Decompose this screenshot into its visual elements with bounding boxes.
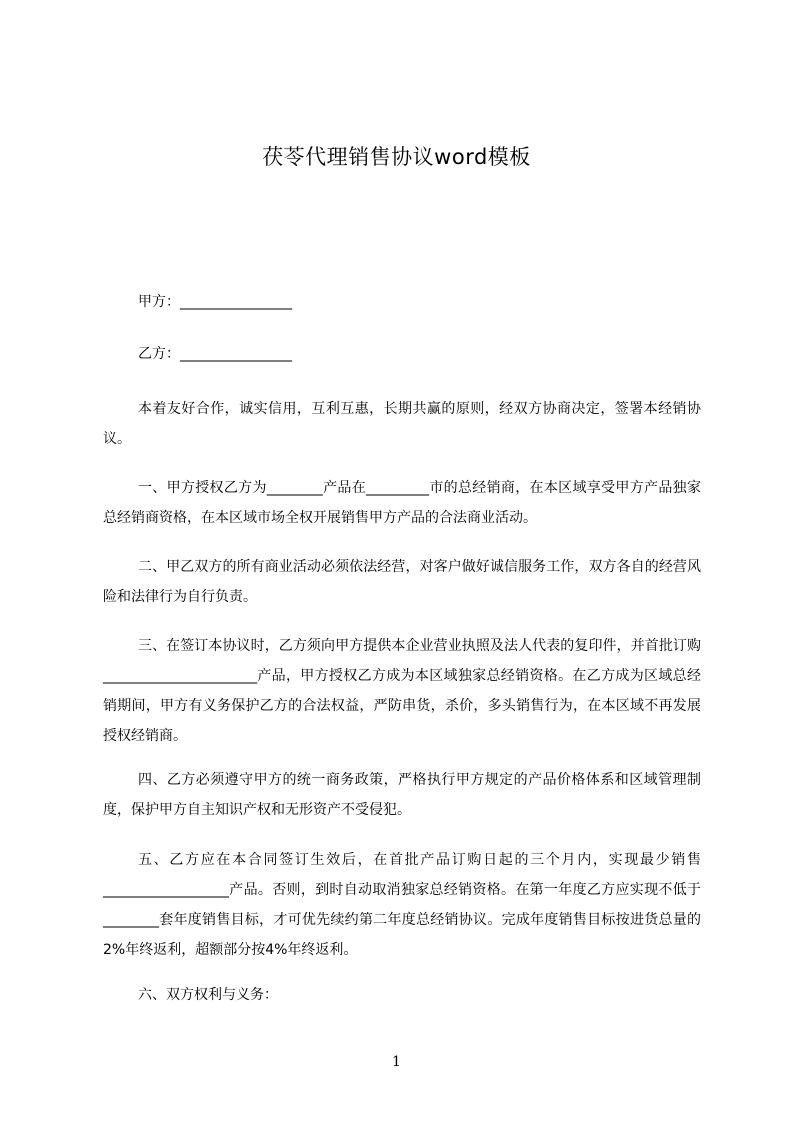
page-number: 1: [392, 1054, 401, 1070]
clause-2-paragraph: 二、甲乙双方的所有商业活动必须依法经营，对客户做好诚信服务工作，双方各自的经营风险和法律行为自行负责。: [103, 559, 701, 605]
clause-3-paragraph: 三、在签订本协议时，乙方须向甲方提供本企业营业执照及法人代表的复印件，并首批订购______________________产品，甲方授权乙方成为本区域独家总经销资格。在乙方成为区域总经销期间，甲方有义务保护乙方的合法权益，严防串货，杀价，多头销售行为，在本区域不再发展授权经销商。: [103, 638, 701, 744]
clause-5-paragraph: 五、乙方应在本合同签订生效后，在首批产品订购日起的三个月内，实现最少销售__________________产品。否则，到时自动取消独家总经销资格。在第一年度乙方应实现不低于________套年度销售目标，才可优先续约第二年度总经销协议。完成年度销售目标按进货总量的2%年终返利，超额部分按4%年终返利。: [103, 852, 701, 958]
clause-1-paragraph: 一、甲方授权乙方为________产品在_________市的总经销商，在本区域享受甲方产品独家总经销商资格，在本区域市场全权开展销售甲方产品的合法商业活动。: [103, 480, 701, 526]
party-a-line: 甲方：________________: [138, 294, 292, 310]
document-title: 茯苓代理销售协议word模板: [262, 145, 531, 169]
party-b-line: 乙方：________________: [138, 346, 292, 362]
clause-4-paragraph: 四、乙方必须遵守甲方的统一商务政策，严格执行甲方规定的产品价格体系和区域管理制度，保护甲方自主知识产权和无形资产不受侵犯。: [103, 772, 701, 818]
preamble-paragraph: 本着友好合作，诚实信用，互利互惠，长期共赢的原则，经双方协商决定，签署本经销协议。: [103, 401, 701, 447]
clause-6-heading: 六、双方权利与义务：: [138, 987, 278, 1003]
